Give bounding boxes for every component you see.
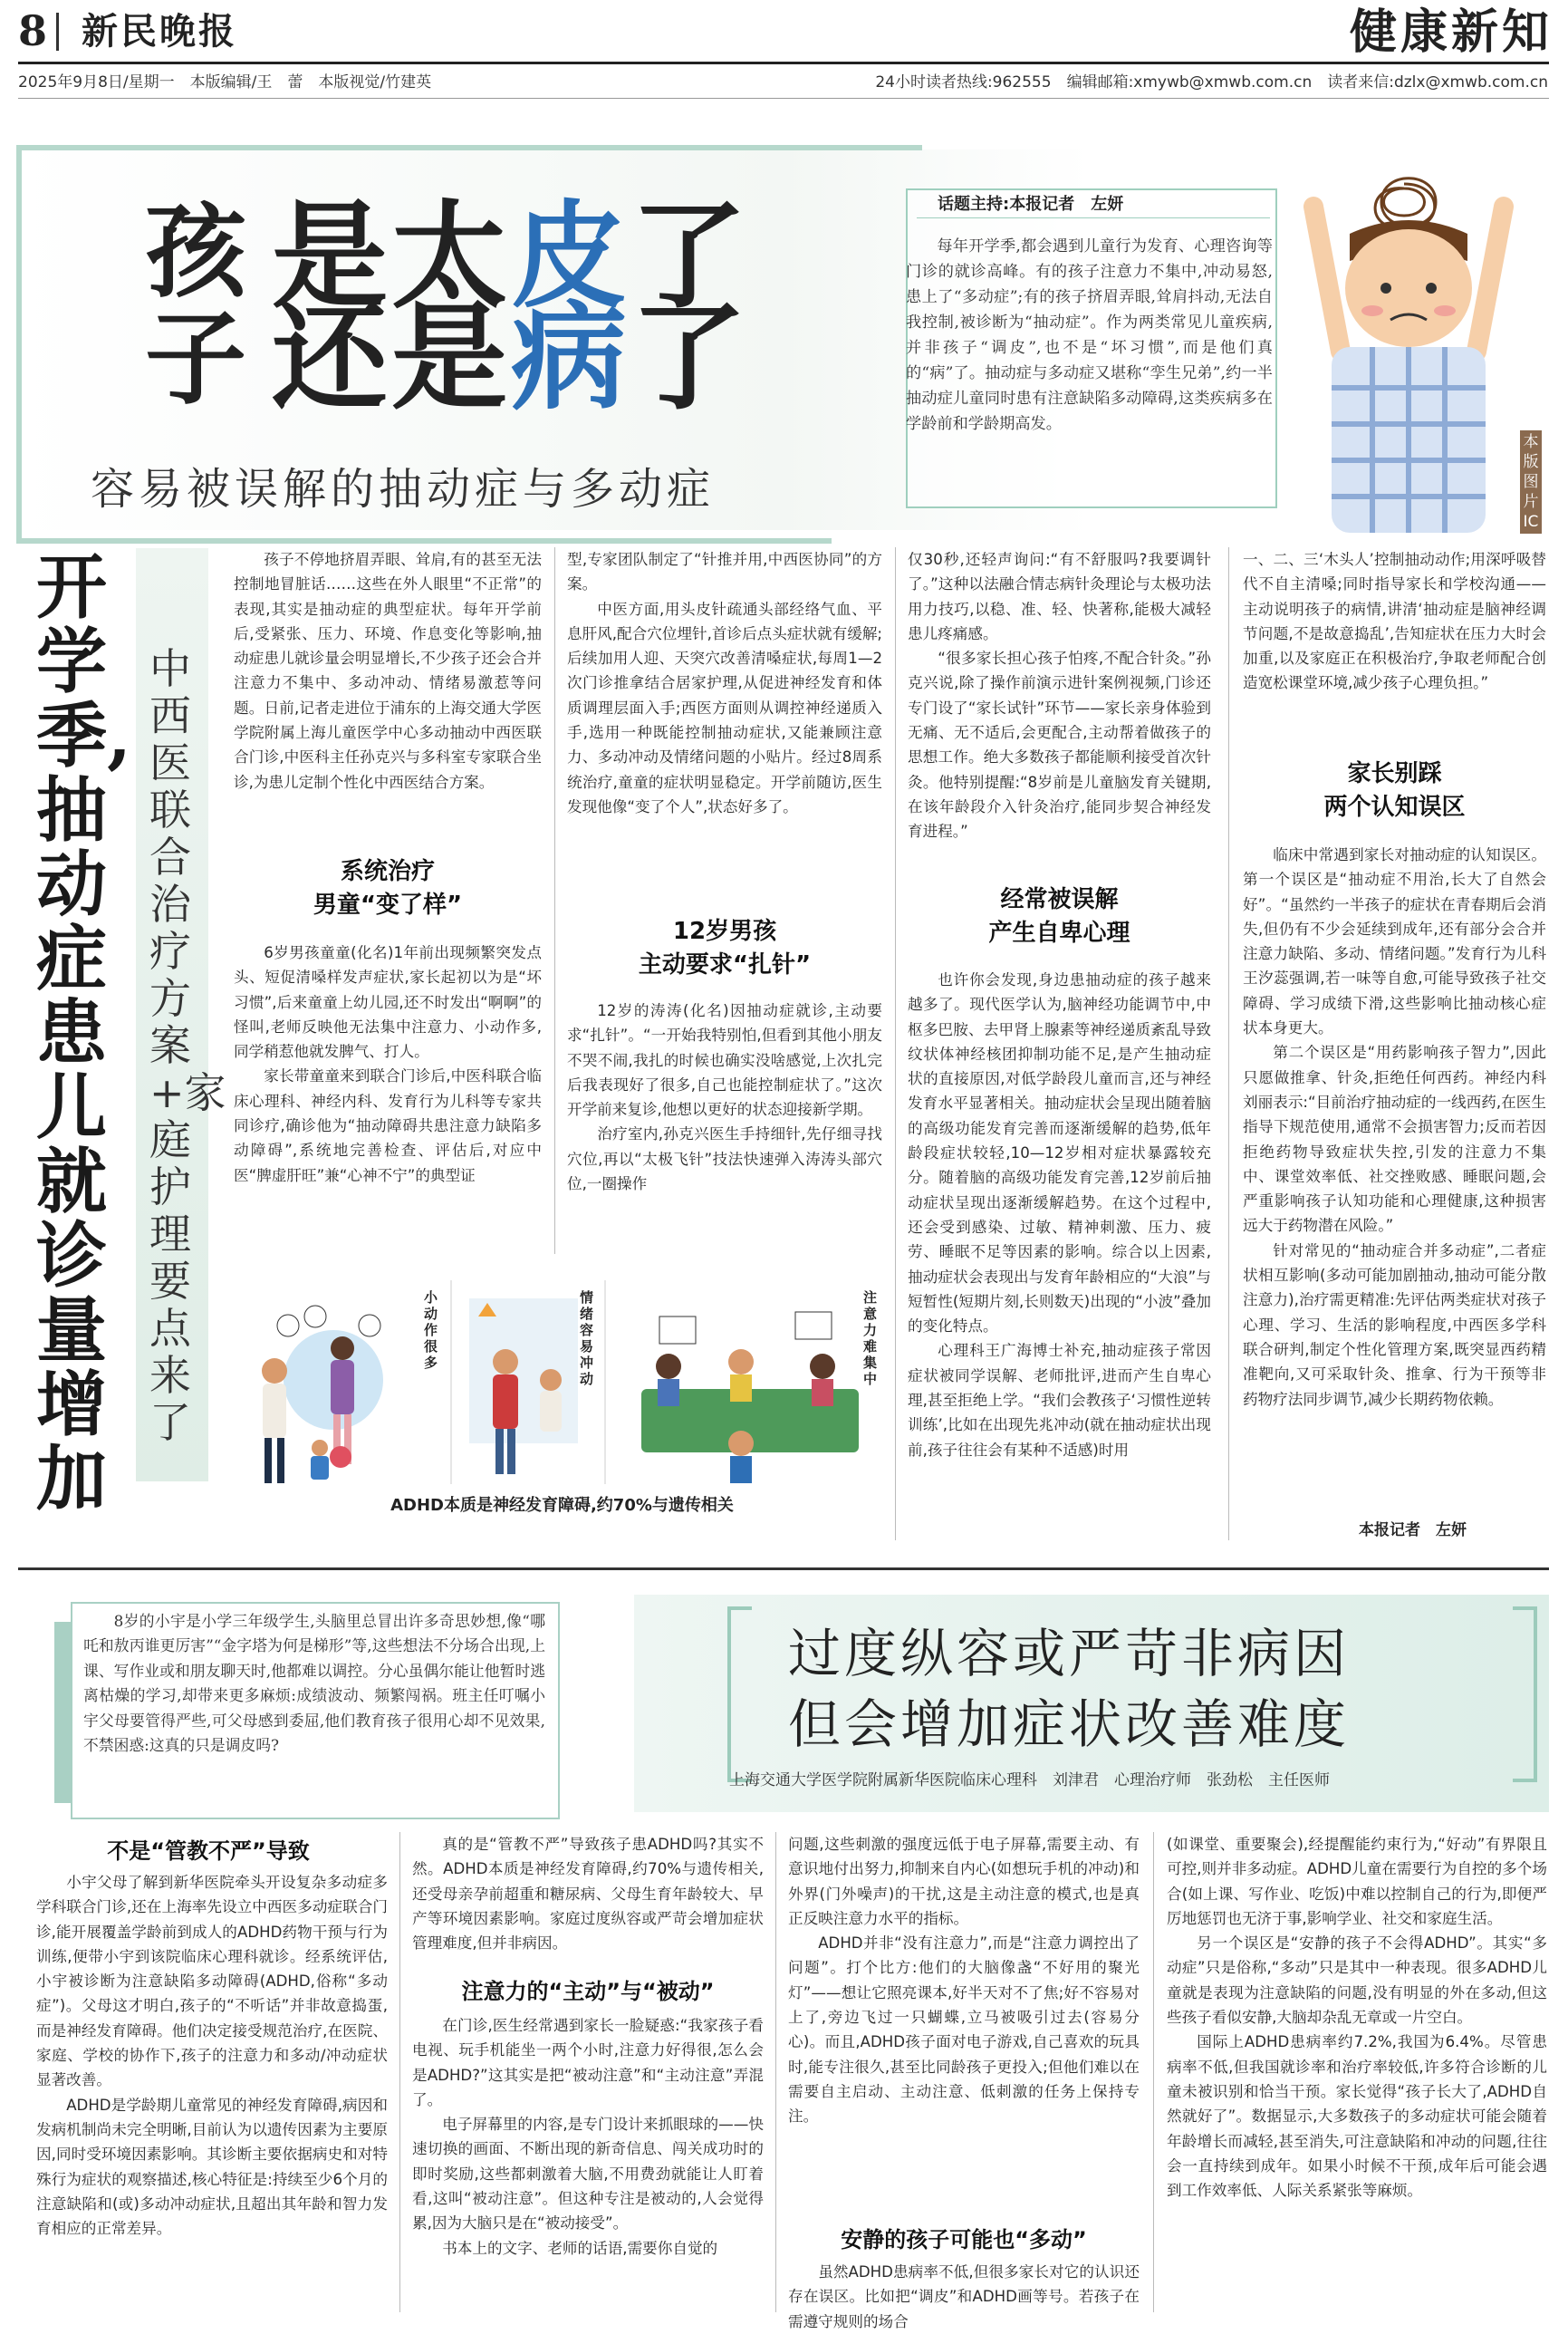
a1-c3-p2: “很多家长担心孩子怕疼,不配合针灸。”孙克兴说,除了操作前演示进针案例视频,门诊还专门设了“家长试针”环节——家长亲身体验到无痛、无不适后,会更配合,主动帮着做孩子的思想工作。绝大多数孩子都能顺利接受首次针灸。他特别提醒:“8岁前是儿童脑发育关键期,在该年龄段介入针灸治疗,能同步契合神经发育进程。” (908, 650, 1211, 841)
lead-box-tab (54, 1622, 71, 1803)
a1-c4-p2: 临床中常遇到家长对抽动症的认知误区。第一个误区是“抽动症不用治,长大了自然会好”。“虽然约一半孩子的症状在青春期后会消失,但仍有不少会延续到成年,还有部分会合并注意力缺陷、多动、情绪问题。”发育行为儿科王汐蕊强调,若一味等自愈,可能导致孩子社交障碍、学习成绩下滑,这些影响比抽动核心症状本身更大。 (1243, 846, 1546, 1037)
feature-intro: 每年开学季,都会遇到儿童行为发育、心理咨询等门诊的就诊高峰。有的孩子注意力不集中,冲动易怒,患上了“多动症”;有的孩子挤眉弄眼,耸肩抖动,无法自我控制,被诊断为“抽动症”。作为两类常见儿童疾病,并非孩子“调皮”,也不是“坏习惯”,而是他们真的“病”了。抽动症与多动症又堪称“孪生兄弟”,约一半抽动症儿童同时患有注意缺陷多动障碍,这类疾病多在学龄前和学龄期高发。 (906, 237, 1273, 433)
a1-sep-1 (554, 547, 555, 1254)
a1-c3-p3: 也许你会发现,身边患抽动症的孩子越来越多了。现代医学认为,脑神经功能调节中,中枢多巴胺、去甲肾上腺素等神经递质紊乱导致纹状体神经核团抑制功能不足,是产生抽动症状的直接原因,对低学龄段儿童而言,还与神经发育水平显著相关。抽动症状会呈现出随着脑的高级功能发育完善而逐渐缓解的趋势,低年龄段症状较轻,10—12岁相对症状暴露较充分。随着脑的高级功能发育完善,12岁前后抽动症状呈现出逐渐缓解趋势。在这个过程中,还会受到感染、过敏、精神刺激、压力、疲劳、睡眠不足等因素的影响。综合以上因素,抽动症状会表现出与发育年龄相应的“大浪”与短暂性(短期片刻,长则数天)出现的“小波”叠加的变化特点。 (908, 971, 1211, 1336)
a2-c1-p1: 小宇父母了解到新华医院牵头开设复杂多动症多学科联合门诊,还在上海率先设立中西医多动症联合门诊,能开展覆盖学龄前到成人的ADHD药物干预与行为训练,便带小宇到该院临床心理科就诊。经系统评估,小宇被诊断为注意缺陷多动障碍(ADHD,俗称“多动症”)。父母这才明白,孩子的“不听话”并非故意捣蛋,而是神经发育障碍。他们决定接受规范治疗,在医院、家庭、学校的协作下,孩子的注意力和多动/冲动症状显著改善。 (36, 1874, 388, 2089)
a1-subhead-1 (234, 855, 542, 922)
a1-subhead-3 (908, 883, 1211, 950)
a1-c2-p1: 型,专家团队制定了“针推并用,中西医协同”的方案。 (567, 551, 882, 593)
feature-big-chars: 孩子 (145, 193, 246, 419)
paper-name: 新民晚报 (82, 10, 237, 53)
a1-c1-p1: 孩子不停地挤眉弄眼、耸肩,有的甚至无法控制地冒脏话……这些在外人眼里“不正常”的表现,其实是抽动症的典型症状。每年开学前后,受紧张、压力、环境、作息变化等影响,抽动症患儿就诊量会明显增长,不少孩子还会合并注意力不集中、多动冲动、情绪易激惹等问题。日前,记者走进位于浦东的上海交通大学医学院附属上海儿童医学中心多动抽动中西医联合门诊,中医科主任孙克兴与多科室专家联合坐诊,为患儿定制个性化中西医结合方案。 (234, 551, 542, 791)
a2-sep-1 (399, 1832, 400, 2312)
date-rule (18, 98, 1549, 99)
a2-c3-p2: ADHD并非“没有注意力”,而是“注意力调控出了问题”。打个比方:他们的大脑像盏“不好用的聚光灯”——想让它照亮课本,好半天对不了焦;好不容易对上了,旁边飞过一只蝴蝶,立马被吸引过去(容易分心)。而且,ADHD孩子面对电子游戏,自己喜欢的玩具时,能专注很久,甚至比同龄孩子更投入;但他们难以在需要自主启动、主动注意、低刺激的任务上保持专注。 (788, 1934, 1140, 2126)
a2-c4-p2: 另一个误区是“安静的孩子不会得ADHD”。其实“多动症”只是俗称,“多动”只是其中一种表现。很多ADHD儿童就是表现为注意缺陷的问题,没有明显的外在多动,但这些孩子看似安静,大脑却杂乱无章或一片空白。 (1167, 1934, 1547, 2027)
a2-col2-top (412, 1832, 764, 1955)
a1-subhead-1b: 男童“变了样” (313, 892, 463, 919)
article2-title-1: 过度纵容或严苛非病因 (788, 1623, 1351, 1684)
a2-col2-mid (412, 2013, 764, 2261)
a2-col3-bottom (788, 2260, 1140, 2334)
a2-c2-p1: 真的是“管教不严”导致孩子患ADHD吗?其实不然。ADHD本质是神经发育障碍,约70%与遗传相关,还受母亲孕前超重和糖尿病、父母生育年龄较大、早产等环境因素影响。家庭过度纵容或严苛会增加症状管理难度,但并非病因。 (412, 1836, 764, 1953)
masthead-rule (18, 62, 1549, 64)
article2-title-2: 但会增加症状改善难度 (788, 1693, 1351, 1755)
a1-c4-p3: 第二个误区是“用药影响孩子智力”,因此只愿做推拿、针灸,拒绝任何西药。神经内科刘丽表示:“目前治疗抽动症的一线西药,在医生指导下规范使用,通常不会损害智力;反而若因拒绝药物导致症状失控,引发的注意力不集中、课堂效率低、社交挫败感、睡眠问题,会严重影响孩子认知功能和心理健康,这种损害远大于药物潜在风险。” (1243, 1044, 1546, 1235)
article-divider (18, 1567, 1549, 1570)
a1-sep-2 (895, 547, 896, 1540)
a2-c1-p2: ADHD是学龄期儿童常见的神经发育障碍,病因和发病机制尚未完全明晰,目前认为以遗传因素为主要原因,同时受环境因素影响。其诊断主要依据病史和对特殊行为症状的观察描述,核心特征是:持续至少6个月的注意缺陷和(或)多动冲动症状,且超出其年龄和智力发育相应的正常差异。 (36, 2096, 388, 2238)
feature-headline-2 (272, 290, 751, 426)
a2-c2-p3: 电子屏幕里的内容,是专门设计来抓眼球的——快速切换的画面、不断出现的新奇信息、闯关成功时的即时奖励,这些都刺激着大脑,不用费劲就能让人盯着看,这叫“被动注意”。但这种专注是被动的,人会觉得累,因为大脑只是在“被动接受”。 (412, 2116, 764, 2233)
a2-c3-p1: 问题,这些刺激的强度远低于电子屏幕,需要主动、有意识地付出努力,抑制来自内心(如想玩手机的冲动)和外界(门外噪声)的干扰,这是主动注意的模式,也是真正反映注意力水平的指标。 (788, 1836, 1140, 1927)
a1-c1-p3: 家长带童童来到联合门诊后,中医科联合临床心理科、神经内科、发育行为儿科等专家共同诊疗,确诊他为“抽动障碍共患注意力缺陷多动障碍”,系统地完善检查、评估后,对应中医“脾虚肝旺”兼“心神不宁”的典型证 (234, 1067, 542, 1184)
a2-col3-top (788, 1832, 1140, 2129)
a1-c2-p3: 12岁的涛涛(化名)因抽动症就诊,主动要求“扎针”。“一开始我特别怕,但看到其他小朋友不哭不闹,我扎的时候也确实没啥感觉,上次扎完后我表现好了很多,自己也能控制症状了。”这次开学前来复诊,他想以更好的状态迎接新学期。 (567, 1002, 882, 1119)
a1-c1-p2: 6岁男孩童童(化名)1年前出现频繁突发点头、短促清嗓样发声症状,家长起初以为是“坏习惯”,后来童童上幼儿园,还不时发出“啊啊”的怪叫,老师反映他无法集中注意力、小动作多,同学稍惹他就发脾气、打人。 (234, 944, 542, 1061)
a2-sep-2 (775, 1832, 776, 2312)
info-label-1: 小动作很多 (424, 1289, 438, 1371)
article2-authors: 上海交通大学医学院附属新华医院临床心理科 刘津君 心理治疗师 张劲松 主任医师 (729, 1771, 1330, 1789)
page-number: 8 (18, 6, 48, 55)
article2-lead: 8岁的小宇是小学三年级学生,头脑里总冒出许多奇思妙想,像“哪吒和敖丙谁更厉害”“金字塔为何是梯形”等,这些想法不分场合出现,上课、写作业或和朋友聊天时,他都难以调控。分心虽偶尔能让他暂时逃离枯燥的学习,却带来更多麻烦:成绩波动、频繁闯祸。班主任叮嘱小宇父母要管得严些,可父母感到委屈,他们教育孩子很用心却不见效果,不禁困惑:这真的只是调皮吗? (83, 1612, 545, 1755)
date-line: 2025年9月8日/星期一 本版编辑/王 蕾 本版视觉/竹建英 (18, 73, 432, 92)
a1-subhead-3a: 经常被误解 (1000, 886, 1119, 913)
a1-col2-top (567, 547, 882, 819)
info-label-3: 注意力难集中 (863, 1289, 878, 1387)
kid-illustration (1295, 152, 1549, 533)
a1-subhead-2a: 12岁男孩 (672, 918, 777, 945)
masthead-divider (56, 13, 59, 51)
a2-c4-p1: (如课堂、重要聚会),经提醒能约束行为,“好动”有界限且可控,则并非多动症。ADHD儿童在需要行为自控的多个场合(如上课、写作业、吃饭)中难以控制自己的行为,即便严厉地惩罚也无济于事,影响学业、社交和家庭生活。 (1167, 1836, 1547, 1927)
a1-subhead-1a: 系统治疗 (340, 858, 435, 885)
a1-c4-p4: 针对常见的“抽动症合并多动症”,二者症状相互影响(多动可能加剧抽动,抽动可能分散注意力),治疗需更精准:先评估两类症状对孩子心理、学习、生活的影响程度,中西医多学科联合研判,制定个性化管理方案,既突显西药精准靶向,又可采取针灸、推拿、行为干预等非药物疗法同步调节,减少长期药物依赖。 (1243, 1241, 1546, 1408)
a1-c2-p4: 治疗室内,孙克兴医生手持细针,先仔细寻找穴位,再以“太极飞针”技法快速弹入涛涛头部穴位,一圈操作 (567, 1125, 882, 1193)
a1-subhead-2b: 主动要求“扎针” (638, 951, 812, 979)
a1-col2-mid (567, 998, 882, 1196)
a1-byline: 本报记者 左妍 (1359, 1521, 1467, 1539)
infographic-caption: ADHD本质是神经发育障碍,约70%与遗传相关 (390, 1496, 734, 1515)
a1-subhead-4a: 家长别踩 (1347, 760, 1442, 787)
a2-col4 (1167, 1832, 1547, 2203)
feature-subtitle: 容易被误解的抽动症与多动症 (91, 464, 716, 515)
a1-c4-p1: 一、二、三‘木头人’控制抽动动作;用深呼吸替代不自主清嗓;同时指导家长和学校沟通——主动说明孩子的病情,讲清‘抽动症是脑神经调节问题,不是故意捣乱’,告知症状在压力大时会加重,以及家庭正在积极治疗,争取老师配合创造宽松课堂环境,减少孩子心理负担。” (1243, 551, 1546, 692)
a1-c3-p4: 心理科王广海博士补充,抽动症孩子常因症状被同学误解、老师批评,进而产生自卑心理,甚至拒绝上学。“我们会教孩子‘习惯性逆转训练’,比如在出现先兆冲动(就在抽动症状出现前,孩子往往会有某种不适感)时用 (908, 1342, 1211, 1459)
headline-2-pre: 还是 (272, 290, 512, 426)
headline-2-post: 了 (630, 290, 751, 426)
contact-line: 24小时读者热线:962555 编辑邮箱:xmywb@xmwb.com.cn 读者来信:dzlx@xmwb.com.cn (875, 73, 1548, 92)
host-rule (917, 217, 1270, 218)
a1-subhead-2 (567, 915, 882, 982)
a1-subhead-4 (1243, 757, 1546, 825)
topic-host: 话题主持:本报记者 左妍 (938, 195, 1124, 214)
article1-title: 开学季,抽动症患儿就诊量增加 (36, 546, 132, 1520)
a1-col3-mid (908, 968, 1211, 1462)
a1-col4-top (1243, 547, 1546, 696)
headline-2-highlight: 病 (511, 290, 631, 426)
a2-c2-p2: 在门诊,医生经常遇到家长一脸疑惑:“我家孩子看电视、玩手机能坐一两个小时,注意力好得很,怎么会是ADHD?”这其实是把“被动注意”和“主动注意”弄混了。 (412, 2017, 764, 2108)
headline-1-highlight: 皮 (511, 188, 631, 324)
a2-c3-p3: 虽然ADHD患病率不低,但很多家长对它的认识还存在误区。比如把“调皮”和ADHD画等号。若孩子在需遵守规则的场合 (788, 2263, 1140, 2330)
photo-credit: 本版图片 IC (1520, 430, 1542, 534)
a2-c2-p4: 书本上的文字、老师的话语,需要你自觉的 (442, 2239, 718, 2257)
a1-subhead-3b: 产生自卑心理 (988, 920, 1130, 947)
a1-col4-mid (1243, 843, 1546, 1412)
article1-subtitle: 中西医联合治疗方案+家庭护理要点来了 (149, 644, 226, 1447)
a1-col3-top (908, 547, 1211, 844)
a2-c4-p3: 国际上ADHD患病率约7.2%,我国为6.4%。尽管患病率不低,但我国就诊率和治疗率较低,许多符合诊断的儿童未被识别和恰当干预。家长觉得“孩子长大了,ADHD自然就好了”。数据显示,大多数孩子的多动症状可能会随着年龄增长而减轻,甚至消失,可注意缺陷和冲动的问题,往往会一直持续到成年。如果小时候不干预,成年后可能会遇到工作效率低、人际关系紧张等麻烦。 (1167, 2033, 1547, 2200)
a2-subhead-1: 不是“管教不严”导致 (107, 1838, 310, 1864)
info-label-2: 情绪容易冲动 (580, 1289, 594, 1387)
section-title: 健康新知 (1350, 5, 1554, 60)
a1-c3-p1: 仅30秒,还轻声询问:“有不舒服吗?我要调针了。”这种以法融合情志病针灸理论与太极功法用力技巧,以稳、准、轻、快著称,能极大减轻患儿疼痛感。 (908, 551, 1211, 642)
a1-col1-top (234, 547, 542, 795)
headline-1-pre: 是太 (272, 188, 512, 324)
a2-col1 (36, 1870, 388, 2241)
infographic (234, 1262, 890, 1525)
a1-subhead-4b: 两个认知误区 (1323, 794, 1466, 821)
a1-sep-3 (1228, 547, 1229, 1540)
a2-sep-3 (1153, 1832, 1154, 2312)
headline-1-post: 了 (630, 188, 751, 324)
a2-subhead-3: 安静的孩子可能也“多动” (841, 2227, 1087, 2252)
a2-subhead-2: 注意力的“主动”与“被动” (461, 1979, 715, 2004)
a1-col1-mid (234, 940, 542, 1188)
infographic-art (234, 1262, 890, 1489)
a1-c2-p2: 中医方面,用头皮针疏通头部经络气血、平息肝风,配合穴位埋针,首诊后点头症状就有缓解;后续加用人迎、天突穴改善清嗓症状,每周1—2次门诊推拿结合居家护理,从促进神经发育和体质调理层面入手;西医方面则从调控神经递质入手,选用一种既能控制抽动症状,又能兼顾注意力、多动冲动及情绪问题的小贴片。经过8周系统治疗,童童的症状明显稳定。开学前随访,医生发现他像“变了个人”,状态好多了。 (567, 600, 883, 815)
